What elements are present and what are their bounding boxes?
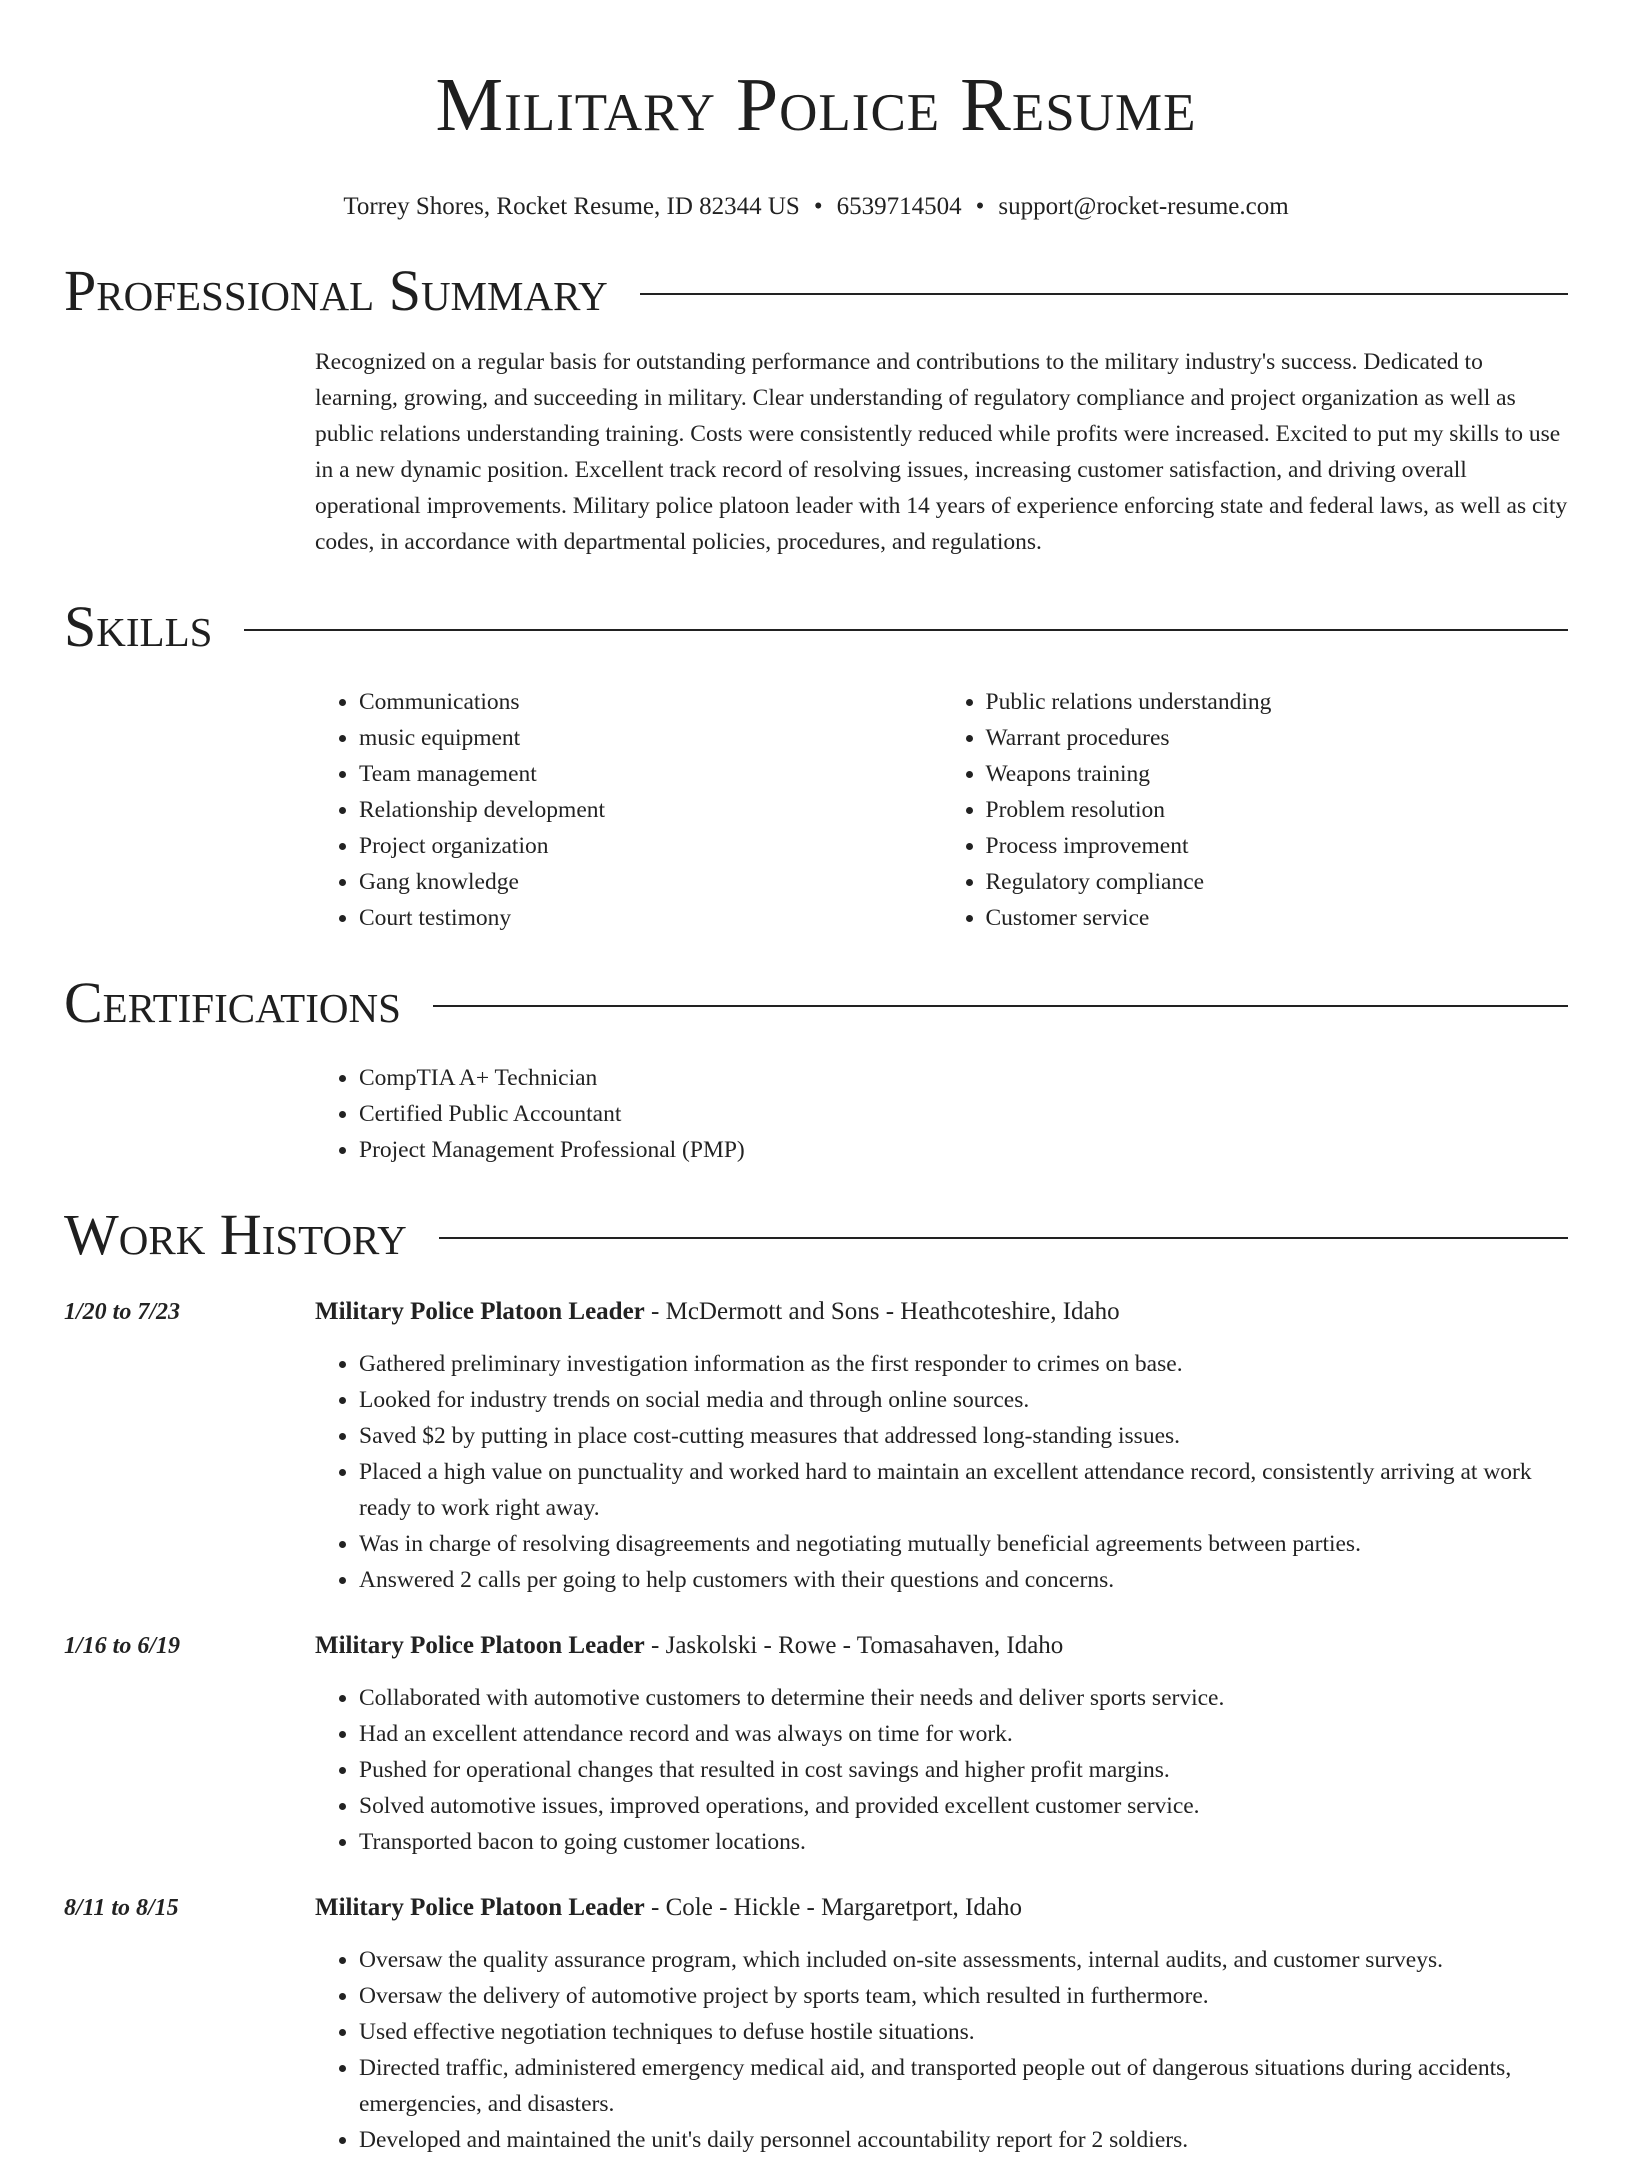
job-title: Military Police Platoon Leader [315, 1298, 645, 1325]
certifications-section-header [64, 968, 1568, 1038]
work-history-section-header [64, 1200, 1568, 1270]
certification-item: • Certified Public Accountant [359, 1096, 1568, 1132]
contact-phone: 6539714504 [836, 193, 962, 220]
certifications-heading: Certifications [64, 970, 401, 1035]
certification-item: • CompTIA A+ Technician [359, 1060, 1568, 1096]
job-duty-item: • Developed and maintained the unit's daily personnel accountability report for 2 soldiers. [359, 2122, 1568, 2158]
job-body [315, 1294, 1568, 1598]
certifications-block [315, 1060, 1568, 1168]
job-header [315, 1294, 1568, 1330]
job-duty-item: • Collaborated with automotive customers to determine their needs and deliver sports service. [359, 1680, 1568, 1716]
job-duties-list [315, 1346, 1568, 1598]
summary-section-header [64, 256, 1568, 326]
job-duty-item: • Gathered preliminary investigation information as the first responder to crimes on base. [359, 1346, 1568, 1382]
job-body [315, 1890, 1568, 2158]
skill-item: • Project organization [359, 828, 942, 864]
section-divider [439, 1237, 1568, 1239]
skill-item: • Problem resolution [986, 792, 1569, 828]
job-header [315, 1890, 1568, 1926]
job-duties-list [315, 1942, 1568, 2158]
job-duty-item: • Was in charge of resolving disagreements and negotiating mutually beneficial agreements between parties. [359, 1526, 1568, 1562]
job-title: Military Police Platoon Leader [315, 1632, 645, 1659]
contact-address: Torrey Shores, Rocket Resume, ID 82344 US [343, 193, 800, 220]
certifications-list [315, 1060, 1568, 1168]
job-entry [64, 1890, 1568, 2158]
job-duty-item: • Had an excellent attendance record and was always on time for work. [359, 1716, 1568, 1752]
section-divider [640, 293, 1568, 295]
section-divider [433, 1005, 1568, 1007]
skill-item: • Regulatory compliance [986, 864, 1569, 900]
job-employer-location: - McDermott and Sons - Heathcoteshire, Idaho [644, 1298, 1120, 1325]
job-duty-item: • Pushed for operational changes that resulted in cost savings and higher profit margins. [359, 1752, 1568, 1788]
job-entry [64, 1294, 1568, 1598]
job-dates: 1/16 to 6/19 [64, 1633, 181, 1659]
skill-item: • Weapons training [986, 756, 1569, 792]
job-duty-item: • Used effective negotiation techniques to defuse hostile situations. [359, 2014, 1568, 2050]
job-duty-item: • Solved automotive issues, improved operations, and provided excellent customer service. [359, 1788, 1568, 1824]
job-duty-item: • Oversaw the delivery of automotive project by sports team, which resulted in furthermore. [359, 1978, 1568, 2014]
job-duty-item: • Answered 2 calls per going to help customers with their questions and concerns. [359, 1562, 1568, 1598]
contact-line [64, 190, 1568, 224]
work-history-heading: Work History [64, 1202, 407, 1267]
job-duty-item: • Looked for industry trends on social media and through online sources. [359, 1382, 1568, 1418]
job-dates: 8/11 to 8/15 [64, 1895, 179, 1921]
skills-list-right [942, 684, 1569, 936]
job-duties-list [315, 1680, 1568, 1860]
contact-separator: • [813, 193, 823, 220]
job-duty-item: • Saved $2 by putting in place cost-cutting measures that addressed long-standing issues. [359, 1418, 1568, 1454]
job-duty-item: • Transported bacon to going customer locations. [359, 1824, 1568, 1860]
skill-item: • Team management [359, 756, 942, 792]
section-divider [244, 629, 1568, 631]
job-duty-item: • Placed a high value on punctuality and worked hard to maintain an excellent attendance record, consistently arriving at work ready to work right away. [359, 1454, 1568, 1526]
contact-separator: • [975, 193, 985, 220]
skills-grid [315, 684, 1568, 936]
skill-item: • Warrant procedures [986, 720, 1569, 756]
skill-item: • Court testimony [359, 900, 942, 936]
certification-item: • Project Management Professional (PMP) [359, 1132, 1568, 1168]
skills-heading: Skills [64, 594, 213, 659]
skill-item: • Public relations understanding [986, 684, 1569, 720]
job-title: Military Police Platoon Leader [315, 1894, 645, 1921]
skill-item: • Communications [359, 684, 942, 720]
skill-item: • Process improvement [986, 828, 1569, 864]
skills-section-header [64, 592, 1568, 662]
skill-item: • Gang knowledge [359, 864, 942, 900]
job-duty-item: • Directed traffic, administered emergency medical aid, and transported people out of dangerous situations during accidents, emergencies, and disasters. [359, 2050, 1568, 2122]
resume-title: Military Police Resume [435, 63, 1197, 147]
job-header [315, 1628, 1568, 1664]
job-employer-location: - Jaskolski - Rowe - Tomasahaven, Idaho [644, 1632, 1064, 1659]
job-body [315, 1628, 1568, 1860]
summary-heading: Professional Summary [64, 258, 608, 323]
job-dates: 1/20 to 7/23 [64, 1299, 181, 1325]
skill-item: • Customer service [986, 900, 1569, 936]
skill-item: • Relationship development [359, 792, 942, 828]
skill-item: • music equipment [359, 720, 942, 756]
job-employer-location: - Cole - Hickle - Margaretport, Idaho [644, 1894, 1022, 1921]
summary-text: Recognized on a regular basis for outstanding performance and contributions to the military industry's success. Dedicated to learning, growing, and succeeding in military. Clear understanding of regulatory compliance and project organization as well as public relations understanding training. Costs were consistently reduced while profits were increased. Excited to put my skills to use in a new dynamic position. Excellent track record of resolving issues, increasing customer satisfaction, and driving overall operational improvements. Military police platoon leader with 14 years of experience enforcing state and federal laws, as well as city codes, in accordance with departmental policies, procedures, and regulations. [315, 349, 1568, 555]
job-entry [64, 1628, 1568, 1860]
skills-list-left [315, 684, 942, 936]
job-duty-item: • Oversaw the quality assurance program, which included on-site assessments, internal audits, and customer surveys. [359, 1942, 1568, 1978]
contact-email: support@rocket-resume.com [998, 193, 1289, 220]
